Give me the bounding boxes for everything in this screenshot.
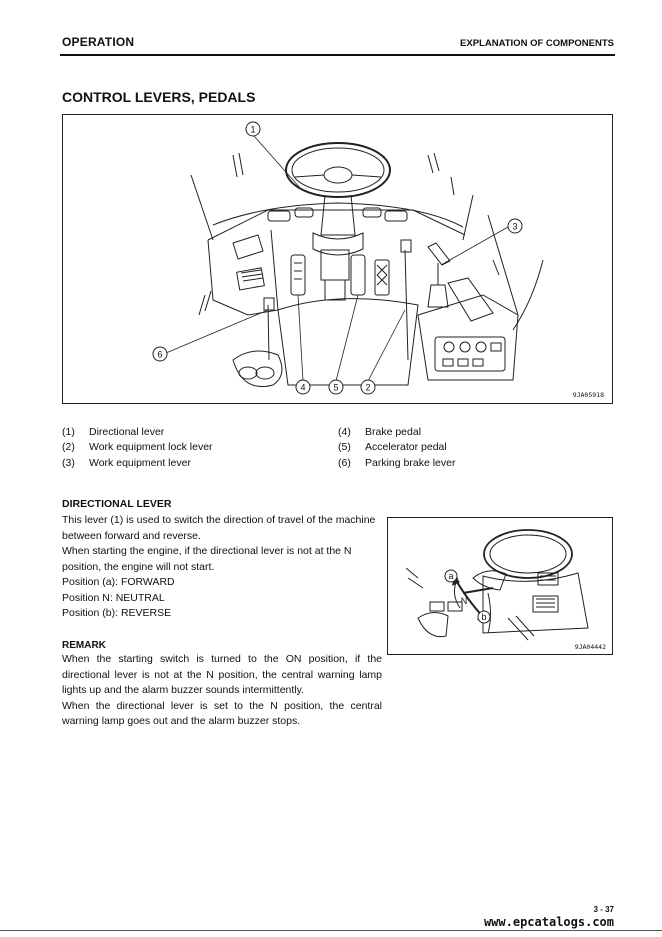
legend-number: (1) xyxy=(62,426,75,438)
remark-text xyxy=(62,652,382,730)
legend-item xyxy=(338,457,455,469)
remark-heading: REMARK xyxy=(62,640,106,651)
paragraph: When the starting switch is turned to the ON position, if the directional lever is not at the N position, the central warning lamp lights up and the alarm buzzer sounds intermittently. xyxy=(62,653,382,696)
legend-number: (3) xyxy=(62,457,75,469)
callout-3: 3 xyxy=(512,221,518,232)
position-a: Position (a): FORWARD xyxy=(62,576,175,588)
paragraph: This lever (1) is used to switch the direction of travel of the machine between forward and reverse. xyxy=(62,514,376,542)
callout-6: 6 xyxy=(157,349,163,360)
callout-1: 1 xyxy=(250,124,256,135)
page-number: 3 - 37 xyxy=(593,905,614,914)
legend-number: (4) xyxy=(338,426,351,438)
section-title: CONTROL LEVERS, PEDALS xyxy=(62,89,256,105)
legend-item xyxy=(338,426,421,438)
position-b-label: b xyxy=(481,612,487,622)
legend-item xyxy=(62,426,164,438)
legend-label: Work equipment lock lever xyxy=(89,441,213,453)
position-b: Position (b): REVERSE xyxy=(62,607,172,619)
bottom-rule xyxy=(0,930,662,931)
lever-illustration xyxy=(388,518,614,656)
legend-label: Directional lever xyxy=(89,426,165,438)
cab-controls-figure xyxy=(62,114,613,404)
position-a-label: a xyxy=(448,571,454,581)
paragraph: When starting the engine, if the directional lever is not at the N position, the engine will not start. xyxy=(62,545,352,573)
legend-item xyxy=(62,457,191,469)
legend-label: Parking brake lever xyxy=(365,457,456,469)
callout-2: 2 xyxy=(365,382,371,393)
cab-illustration xyxy=(63,115,614,405)
paragraph: When the directional lever is set to the N position, the central warning lamp goes out and the alarm buzzer stops. xyxy=(62,699,382,727)
legend-label: Brake pedal xyxy=(365,426,422,438)
directional-lever-heading: DIRECTIONAL LEVER xyxy=(62,498,172,510)
callout-4: 4 xyxy=(300,382,306,393)
legend-number: (2) xyxy=(62,441,75,453)
header-chapter-title: EXPLANATION OF COMPONENTS xyxy=(460,38,614,49)
header-rule xyxy=(60,54,615,56)
figure-code: 9JA05918 xyxy=(572,391,604,399)
position-n: Position N: NEUTRAL xyxy=(62,591,165,604)
header-section-title: OPERATION xyxy=(62,35,135,49)
legend-item xyxy=(62,441,213,453)
legend-number: (6) xyxy=(338,457,351,469)
figure-code: 9JA04442 xyxy=(574,643,606,651)
legend-label: Accelerator pedal xyxy=(365,441,447,453)
callout-5: 5 xyxy=(333,382,339,393)
directional-lever-text xyxy=(62,513,382,622)
directional-lever-figure xyxy=(387,517,613,655)
legend-label: Work equipment lever xyxy=(89,457,191,469)
legend-number: (5) xyxy=(338,441,351,453)
position-n-label: N xyxy=(460,596,468,606)
watermark: www.epcatalogs.com xyxy=(483,915,614,929)
legend-item xyxy=(338,441,447,453)
